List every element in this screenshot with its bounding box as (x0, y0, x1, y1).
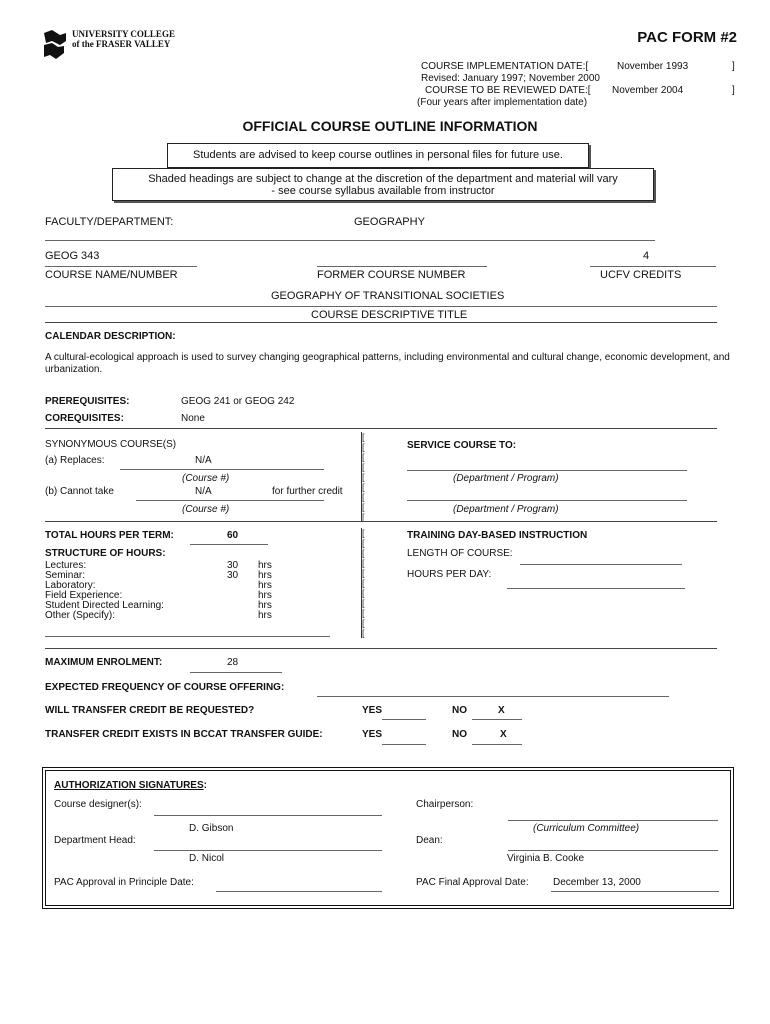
course-number-line (45, 266, 197, 267)
enrolment-label: MAXIMUM ENROLMENT: (45, 657, 163, 668)
replaces-label: (a) Replaces: (45, 455, 105, 466)
chair-hint: (Curriculum Committee) (533, 823, 640, 834)
transfer-exists-no: NO (452, 729, 467, 740)
review-date-close: ] (732, 85, 735, 96)
hours-row-label: Field Experience: (45, 590, 123, 601)
service-line-2 (407, 500, 687, 501)
pac-principle-label: PAC Approval in Principle Date: (54, 877, 194, 888)
impl-date-close: ] (732, 61, 735, 72)
transfer-requested-no-line (472, 719, 522, 720)
pac-final-label: PAC Final Approval Date: (416, 877, 529, 888)
transfer-exists-no-line (472, 744, 522, 745)
hours-row-value: 30 (227, 560, 239, 571)
enrolment-value: 28 (227, 657, 239, 668)
faculty-label: FACULTY/DEPARTMENT: (45, 216, 174, 228)
enrolment-line (190, 672, 282, 673)
dean-signature-line (508, 850, 718, 851)
coreq-label: COREQUISITES: (45, 413, 124, 424)
auth-title-wrap (54, 780, 207, 791)
auth-title: AUTHORIZATION SIGNATURES (54, 780, 204, 791)
credits-label: UCFV CREDITS (600, 269, 682, 281)
course-title-label: COURSE DESCRIPTIVE TITLE (311, 309, 468, 321)
logo-line-1: UNIVERSITY COLLEGE (72, 29, 175, 39)
hours-row-label: Lectures: (45, 560, 87, 571)
former-number-label: FORMER COURSE NUMBER (317, 269, 466, 281)
replaces-line (120, 469, 324, 470)
prereq-label: PREREQUISITES: (45, 396, 130, 407)
hours-per-day-line (507, 588, 685, 589)
pac-final-line (551, 891, 719, 892)
former-number-line (317, 266, 487, 267)
auth-title-colon: : (203, 780, 207, 791)
hours-row-value: 30 (227, 570, 239, 581)
head-name: D. Nicol (189, 853, 225, 864)
structure-label: STRUCTURE OF HOURS: (45, 548, 166, 559)
pac-principle-line (216, 891, 382, 892)
course-hint-2: (Course #) (182, 504, 230, 515)
service-line-1 (407, 470, 687, 471)
calendar-text-2: urbanization. (45, 364, 103, 375)
chair-label: Chairperson: (416, 799, 474, 810)
course-number-label: COURSE NAME/NUMBER (45, 269, 178, 281)
transfer-exists-label: TRANSFER CREDIT EXISTS IN BCCAT TRANSFER GUIDE: (45, 729, 323, 740)
chair-signature-line (508, 820, 718, 821)
hours-row-label: Other (Specify): (45, 610, 116, 621)
hours-row-unit: hrs (258, 600, 272, 611)
total-hours-value: 60 (227, 530, 239, 541)
hours-row-unit: hrs (258, 580, 272, 591)
calendar-label: CALENDAR DESCRIPTION: (45, 331, 176, 342)
transfer-exists-mark: X (500, 729, 507, 740)
course-title-value: GEOGRAPHY OF TRANSITIONAL SOCIETIES (271, 290, 505, 302)
hours-row-label: Laboratory: (45, 580, 96, 591)
authorization-box (45, 770, 731, 906)
credits-value: 4 (643, 250, 650, 262)
hours-row-unit: hrs (258, 590, 272, 601)
hours-row-label: Student Directed Learning: (45, 600, 164, 611)
notice-text-2a: Shaded headings are subject to change at the discretion of the department and material will vary (148, 173, 618, 185)
hours-per-day-label: HOURS PER DAY: (407, 569, 492, 580)
hours-row-label: Seminar: (45, 570, 86, 581)
total-hours-line (190, 544, 268, 545)
frequency-label: EXPECTED FREQUENCY OF COURSE OFFERING: (45, 682, 285, 693)
bracket-column-1: [ [ [ [ [ [ [ [ [ (361, 432, 368, 522)
credits-line (590, 266, 716, 267)
notice-text-2b: - see course syllabus available from instructor (271, 185, 495, 197)
designer-name: D. Gibson (189, 823, 234, 834)
revised-text: Revised: January 1997; November 2000 (421, 73, 600, 84)
transfer-exists-yes-line (382, 744, 426, 745)
transfer-requested-no: NO (452, 705, 467, 716)
impl-date-label: COURSE IMPLEMENTATION DATE:[ (421, 61, 589, 72)
further-credit-text: for further credit (272, 486, 343, 497)
section-divider-2 (45, 428, 717, 429)
synonymous-label: SYNONYMOUS COURSE(S) (45, 439, 177, 450)
prereq-value: GEOG 241 or GEOG 242 (181, 396, 295, 407)
review-date-label: COURSE TO BE REVIEWED DATE:[ (425, 85, 591, 96)
transfer-requested-yes: YES (362, 705, 383, 716)
course-length-line (520, 564, 682, 565)
bracket-column-2: [ [ [ [ [ [ [ [ [ [ [ (361, 528, 368, 638)
transfer-requested-mark: X (498, 705, 505, 716)
section-divider-3 (45, 521, 717, 522)
hours-row-unit: hrs (258, 610, 272, 621)
coreq-value: None (181, 413, 205, 424)
designer-label: Course designer(s): (54, 799, 142, 810)
notice-box-1 (167, 143, 589, 168)
pac-final-value: December 13, 2000 (553, 877, 641, 888)
ufv-logo-icon (42, 29, 68, 61)
course-title-line (45, 306, 717, 307)
frequency-line (317, 696, 669, 697)
hours-row-unit: hrs (258, 570, 272, 581)
course-length-label: LENGTH OF COURSE: (407, 548, 513, 559)
service-label: SERVICE COURSE TO: (407, 440, 517, 451)
notice-text-1: Students are advised to keep course outlines in personal files for future use. (193, 149, 563, 161)
hours-row-unit: hrs (258, 560, 272, 571)
course-number-value: GEOG 343 (45, 250, 100, 262)
section-divider-4 (45, 648, 717, 649)
training-label: TRAINING DAY-BASED INSTRUCTION (407, 530, 588, 541)
faculty-line (45, 240, 655, 241)
main-title: OFFICIAL COURSE OUTLINE INFORMATION (242, 118, 538, 134)
total-hours-label: TOTAL HOURS PER TERM: (45, 530, 174, 541)
review-date-value: November 2004 (612, 85, 684, 96)
section-divider-1 (45, 322, 717, 323)
service-hint-2: (Department / Program) (453, 504, 559, 515)
cannot-take-label: (b) Cannot take (45, 486, 114, 497)
dean-name: Virginia B. Cooke (507, 853, 585, 864)
designer-signature-line (154, 815, 382, 816)
course-hint-1: (Course #) (182, 473, 230, 484)
head-signature-line (154, 850, 382, 851)
head-label: Department Head: (54, 835, 136, 846)
cannot-take-line (136, 500, 324, 501)
dean-label: Dean: (416, 835, 443, 846)
logo-line-2: of the FRASER VALLEY (72, 39, 171, 49)
notice-box-2 (112, 168, 654, 201)
review-note: (Four years after implementation date) (417, 97, 588, 108)
faculty-value: GEOGRAPHY (354, 216, 425, 228)
replaces-value: N/A (195, 455, 212, 466)
transfer-requested-label: WILL TRANSFER CREDIT BE REQUESTED? (45, 705, 255, 716)
transfer-requested-yes-line (382, 719, 426, 720)
service-hint-1: (Department / Program) (453, 473, 559, 484)
impl-date-value: November 1993 (617, 61, 689, 72)
logo (42, 29, 192, 61)
cannot-take-value: N/A (195, 486, 212, 497)
other-specify-line (45, 636, 330, 637)
form-title: PAC FORM #2 (637, 29, 737, 46)
calendar-text-1: A cultural-ecological approach is used to survey changing geographical patterns, including environmental and cultural change, economic development, and (45, 352, 730, 363)
transfer-exists-yes: YES (362, 729, 383, 740)
